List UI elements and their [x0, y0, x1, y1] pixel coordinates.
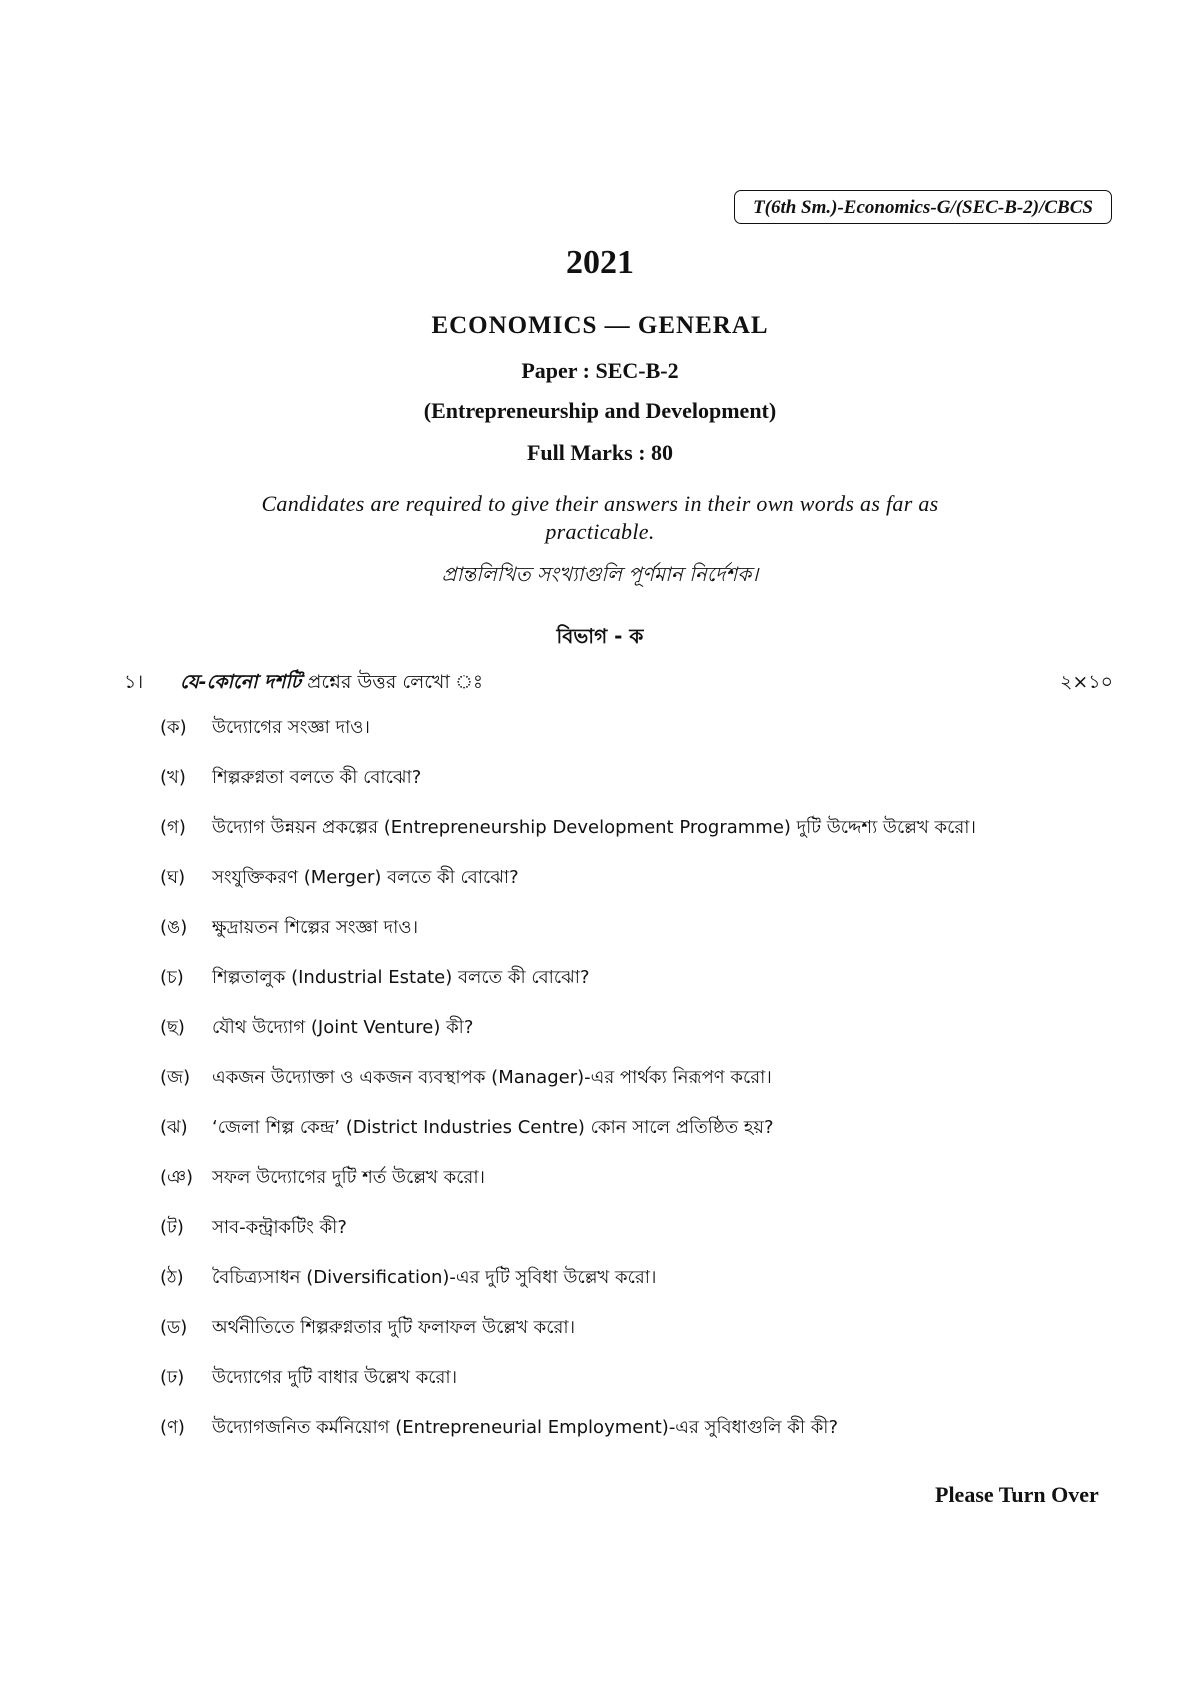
sub-question-text: সংযুক্তিকরণ (Merger) বলতে কী বোঝো? — [212, 867, 519, 888]
sub-question-label: (ঢ) — [160, 1367, 185, 1388]
sub-question — [160, 1358, 1120, 1408]
sub-question — [160, 1108, 1120, 1158]
sub-question-text: ক্ষুদ্রায়তন শিল্পের সংজ্ঞা দাও। — [212, 917, 419, 938]
sub-question-label: (ণ) — [160, 1417, 185, 1438]
please-turn-over: Please Turn Over — [935, 1482, 1099, 1507]
paper-code-box: T(6th Sm.)-Economics-G/(SEC-B-2)/CBCS — [734, 190, 1112, 224]
full-marks: Full Marks : 80 — [526, 440, 674, 465]
margin-marks-note: প্রান্তলিখিত সংখ্যাগুলি পূর্ণমান নির্দেশক। — [441, 562, 759, 586]
sub-question-label: (গ) — [160, 817, 186, 838]
question-number: ১। — [124, 671, 144, 693]
sub-question — [160, 808, 1120, 858]
sub-question-text: উদ্যোগের সংজ্ঞা দাও। — [212, 717, 370, 738]
sub-question — [160, 1058, 1120, 1108]
sub-question-label: (ঙ) — [160, 917, 188, 938]
sub-question — [160, 858, 1120, 908]
sub-question-label: (ঘ) — [160, 867, 186, 888]
sub-question — [160, 958, 1120, 1008]
sub-question-text: অর্থনীতিতে শিল্পরুগ্নতার দুটি ফলাফল উল্লেখ করো। — [212, 1317, 576, 1338]
sub-question — [160, 1208, 1120, 1258]
sub-question-label: (ক) — [160, 717, 187, 738]
subject-title: ECONOMICS — GENERAL — [431, 312, 769, 339]
sub-question-label: (খ) — [160, 767, 186, 788]
sub-question — [160, 908, 1120, 958]
paper-number: Paper : SEC-B-2 — [521, 358, 679, 383]
sub-question-text: উদ্যোগের দুটি বাধার উল্লেখ করো। — [212, 1367, 458, 1388]
sub-question-text: বৈচিত্র্যসাধন (Diversification)-এর দুটি সুবিধা উল্লেখ করো। — [212, 1267, 657, 1288]
sub-question-label: (জ) — [160, 1067, 191, 1088]
sub-question-text: সাব-কন্ট্রাকটিং কী? — [212, 1217, 347, 1238]
sub-question — [160, 1308, 1120, 1358]
exam-year: 2021 — [566, 244, 634, 281]
sub-question-text: উদ্যোগজনিত কর্মনিয়োগ (Entrepreneurial Employment)-এর সুবিধাগুলি কী কী? — [212, 1417, 838, 1438]
sub-question-label: (ঝ) — [160, 1117, 188, 1138]
sub-question-text: উদ্যোগ উন্নয়ন প্রকল্পের (Entrepreneurship Development Programme) দুটি উদ্দেশ্য উল্লেখ করো। — [212, 817, 976, 838]
sub-question-text: শিল্পতালুক (Industrial Estate) বলতে কী বোঝো? — [212, 967, 590, 988]
sub-question-label: (ড) — [160, 1317, 188, 1338]
sub-question — [160, 708, 1120, 758]
sub-question-text: শিল্পরুগ্নতা বলতে কী বোঝো? — [212, 767, 422, 788]
sub-question — [160, 758, 1120, 808]
sub-question-label: (ঠ) — [160, 1267, 184, 1288]
sub-question — [160, 1158, 1120, 1208]
sub-question — [160, 1408, 1120, 1458]
sub-question-label: (ট) — [160, 1217, 184, 1238]
section-heading: বিভাগ - ক — [556, 624, 644, 648]
candidate-instruction: Candidates are required to give their answers in their own words as far as practicable. — [261, 491, 939, 544]
question-marks: ২×১০ — [1060, 671, 1113, 693]
question-instruction-emphasis: যে-কোনো দশটি — [180, 671, 302, 693]
question-instruction — [180, 668, 483, 700]
sub-question-text: একজন উদ্যোক্তা ও একজন ব্যবস্থাপক (Manager)-এর পার্থক্য নিরূপণ করো। — [212, 1067, 772, 1088]
sub-question — [160, 1008, 1120, 1058]
sub-question-text: সফল উদ্যোগের দুটি শর্ত উল্লেখ করো। — [212, 1167, 485, 1188]
sub-question — [160, 1258, 1120, 1308]
sub-question-text: যৌথ উদ্যোগ (Joint Venture) কী? — [212, 1017, 474, 1038]
sub-question-label: (ছ) — [160, 1017, 185, 1038]
question-instruction-text: প্রশ্নের উত্তর লেখো ঃ — [307, 671, 484, 693]
sub-question-text: ‘জেলা শিল্প কেন্দ্র’ (District Industries Centre) কোন সালে প্রতিষ্ঠিত হয়? — [212, 1117, 774, 1138]
sub-question-label: (ঞ) — [160, 1167, 194, 1188]
sub-question-label: (চ) — [160, 967, 184, 988]
paper-title: (Entrepreneurship and Development) — [423, 398, 777, 423]
sub-question-list — [160, 708, 1120, 1458]
